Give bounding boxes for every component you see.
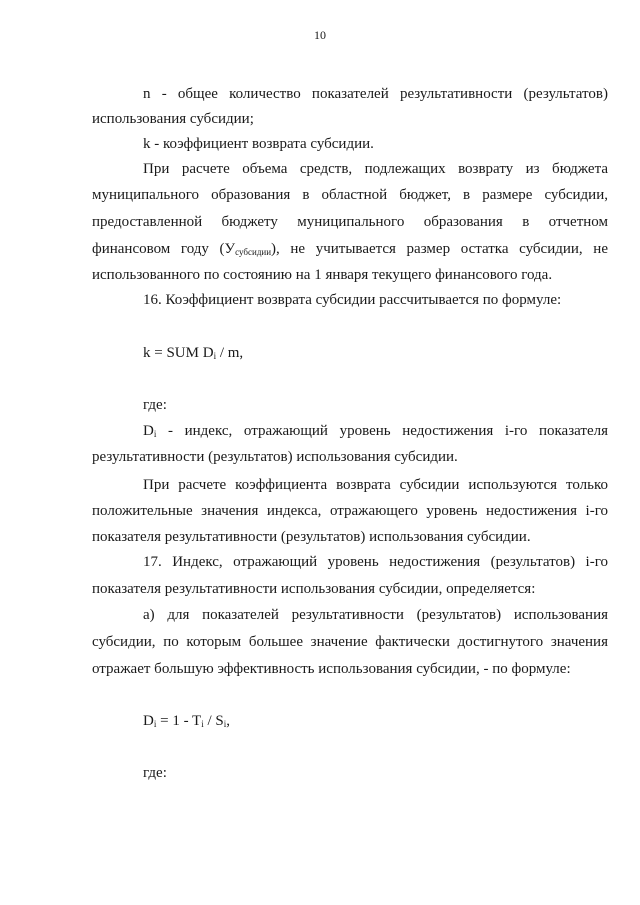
text-line: где:: [143, 397, 167, 413]
text-fragment: / S: [203, 713, 224, 729]
text-line: а) для показателей результативности (результатов) использования: [143, 607, 608, 623]
text-line: 16. Коэффициент возврата субсидии рассчитывается по формуле:: [143, 292, 562, 308]
text-line: показателя результативности использования субсидии, определяется:: [92, 581, 536, 597]
text-line: 17. Индекс, отражающий уровень недостижения (результатов) i-го: [143, 554, 608, 570]
text-fragment: ,: [226, 713, 231, 729]
text-line: где:: [143, 765, 167, 781]
subscript: i: [213, 351, 217, 361]
text-fragment: = 1 - T: [156, 713, 202, 729]
page-number: 10: [314, 28, 326, 42]
text-line: При расчете коэффициента возврата субсидии используются только: [143, 477, 608, 493]
text-line: субсидии, по которым большее значение фактически достигнутого значения: [92, 634, 608, 650]
text-fragment: k = SUM D: [143, 345, 214, 361]
formula-k: [143, 344, 608, 365]
text-line: отражает большую эффективность использования субсидии, - по формуле:: [92, 661, 571, 677]
subscript: i: [153, 719, 157, 729]
text-line: использования субсидии;: [92, 111, 254, 127]
text-fragment: D: [143, 713, 154, 729]
text-line: k - коэффициент возврата субсидии.: [143, 136, 374, 152]
text-line: [143, 422, 608, 443]
subscript: i: [153, 429, 157, 439]
text-line: При расчете объема средств, подлежащих возврату из бюджета: [143, 161, 608, 177]
subscript: i: [223, 719, 227, 729]
text-line: результативности (результатов) использования субсидии.: [92, 449, 458, 465]
text-line: [92, 240, 608, 261]
text-line: n - общее количество показателей результативности (результатов): [143, 86, 608, 102]
text-fragment: - индекс, отражающий уровень недостижения i-го показателя: [156, 423, 608, 439]
subscript: субсидии: [235, 247, 272, 257]
text-line: предоставленной бюджету муниципального образования в отчетном: [92, 214, 608, 230]
formula-d: [143, 712, 608, 733]
text-fragment: / m,: [216, 345, 244, 361]
text-fragment: ), не учитывается размер остатка субсидии, не: [271, 241, 608, 257]
text-line: муниципального образования в областной бюджет, в размере субсидии,: [92, 187, 608, 203]
text-fragment: финансовом году (У: [92, 241, 236, 257]
text-fragment: D: [143, 423, 154, 439]
text-line: показателя результативности (результатов) использования субсидии.: [92, 529, 531, 545]
subscript: i: [201, 719, 204, 729]
text-line: положительные значения индекса, отражающего уровень недостижения i-го: [92, 503, 608, 519]
text-line: использованного по состоянию на 1 января текущего финансового года.: [92, 267, 553, 283]
